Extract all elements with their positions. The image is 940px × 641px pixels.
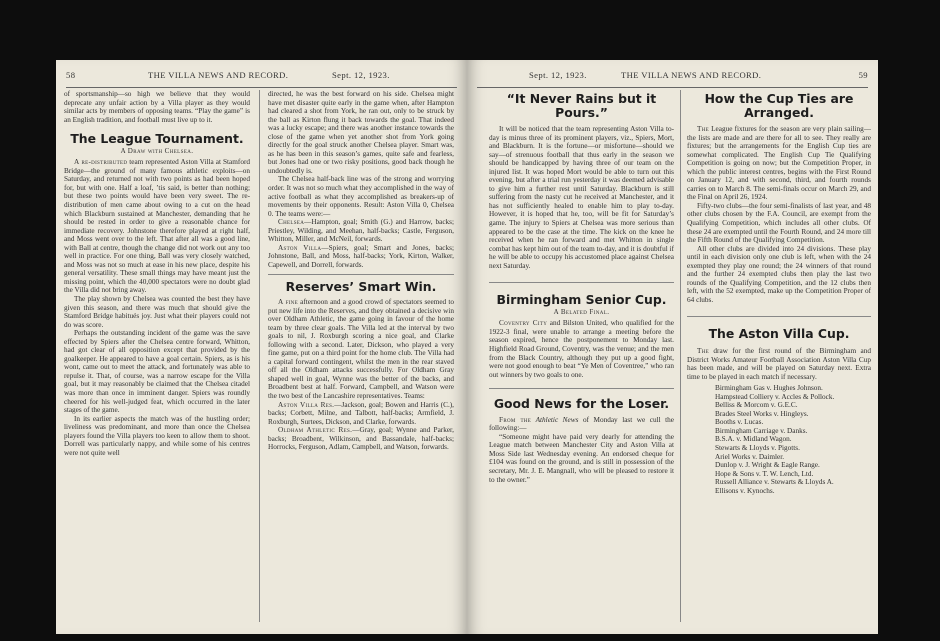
section-rule [489,388,674,389]
issue-date: Sept. 12, 1923. [529,70,587,80]
fixture-item: Russell Alliance v. Stewarts & Lloyds A. [715,478,834,487]
lead-in: The [697,346,709,355]
team-lineup: —Spiers, goal; Smart and Jones, backs; Johnstone, Ball, and Moss, half-backs; York, Kirton, Walker, Capewell, and Dorrell, forwards. [268,243,454,269]
paragraph: team represented Aston Villa at Stamford Bridge—the ground of many famous athletic exploits—on Saturday, and returned not with two points as had been hoped for, but with one. Half a loaf, ’tis said, is better than nothing; but these two points would have been very sweet. The re-distribution of men came about owing to a cut on the head which Blackburn sustained at Manchester, demanding that he should be rested in order to give a reasonable chance for immediate recovery. Johnstone therefore played at right half, and Moss went over to the left. That after all was a good line, with Ball at centre, though the change did not work out any too well in practice. For one thing, Ball was very closely watched, and Moss was not so much at ease in his new place, despite his general versatility. These small things may have meant just the missing point, which the 40,000 spectators were no doubt glad the Villa did not bring away. [64,158,250,295]
paragraph: directed, he was the best forward on his side. Chelsea might have met disaster quite early in the game when, after Hampton had cleared a shot from York, he ran out, only to be struck by the ball as Kirton flung it back towards the goal. That indeed was a lucky escape; and there was another instance towards the close of the game when yet another shot from York going directly for the goal struck another Chelsea player. Smart was, as he has been in this season’s games, quite safe and fearless, but Jones had one or two risky positions, good back though he undoubtedly is. [268,90,454,175]
article-title: The Aston Villa Cup. [708,326,850,342]
article-title: The League Tournament. [70,131,244,147]
lead-in: A fine [278,297,298,306]
column-divider [680,90,681,622]
article-title: “It Never Rains but it Pours.” [506,91,657,120]
running-header [477,70,868,84]
paragraph: of sportsmanship—so high we believe that they would deprecate any unfair action by a Villa player as they would similar acts by members of opposing teams. “Play the game” is an English tradition, and football must live up to it. [64,90,250,124]
team-name: Chelsea [278,218,305,227]
lead-in: From the [499,415,532,424]
issue-date: Sept. 12, 1923. [332,70,390,80]
team-name: Aston Villa Res. [278,400,335,409]
fixture-item: Booths v. Lucas. [715,418,764,427]
paragraph: In its earlier aspects the match was of the hustling order; liveliness was predominant, and more than once the Chelsea players found the Villa players too keen to allow them to shoot. Dorrell was particularly nappy, and while some of his centres were not quite well [64,414,250,457]
article-subtitle: A Belated Final. [553,307,610,316]
section-rule [687,316,871,317]
fixture-item: Belliss & Morcom v. G.E.C. [715,401,798,410]
running-title: THE VILLA NEWS AND RECORD. [148,70,289,80]
fixture-item: Birmingham Gas v. Hughes Johnson. [715,384,823,393]
quoted-paragraph: “Someone might have paid very dearly for attending the League match between Manchester City and Aston Villa at Moss Side last Wednesday evening. An endorsed cheque for £104 was found on the ground, and is still in possession of the secretary, Mr. J. E. Mangnall, who will be pleased to restore it to the owner.” [489,432,674,484]
fixture-item: Dunlop v. J. Wright & Eagle Range. [715,461,820,470]
right-column-2 [687,90,871,624]
paragraph: afternoon and a good crowd of spectators seemed to put new life into the Reserves, and they obtained a decisive win over Oldham Athletic, the game going in favour of the home team by three clear goals. The Villa led at the interval by two goals to nil, J. Roxburgh scoring a nice goal, and Clarke following with a second. Later, Dickson, who played a very fine game, put on a third point for the home club. The Villa had a capital forward contingent, whilst the men in the rear staved off all the Oldham attacks successfully. For Oldham Gray shaped well in goal, Wynne was the better of the backs, and Broadbent best at half. Forward, Campbell, and Watson were the two best of the Lancashire representatives. Teams: [268,297,454,400]
fixture-item: Brades Steel Works v. Hingleys. [715,409,809,418]
left-page [56,60,467,634]
right-page [467,60,878,634]
paragraph: Perhaps the outstanding incident of the game was the save effected by Spiers after the Chelsea centre forward, Whitton, had got clear of all opposition except that provided by the goalkeeper. He appeared to have a goal certain. Spiers, as is his wont, came out to meet the attack, and fortunately was able to repulse it. That, of course, was a narrow escape for the Villa goal, but it may reasonably be claimed that the Chelsea citadel was more than once in imminent danger. Spiers was roundly cheered for his well-judged feat, which occurred in the later stages of the game. [64,329,250,415]
running-title: THE VILLA NEWS AND RECORD. [621,70,762,80]
section-rule [489,282,674,283]
fixture-item: Hampstead Colliery v. Accles & Pollock. [715,392,835,401]
fixture-list [715,384,871,495]
fixture-item: Hope & Sons v. T. W. Lench, Ltd. [715,469,814,478]
fixture-item: B.S.A. v. Midland Wagon. [715,435,792,444]
paragraph: It will be noticed that the team representing Aston Villa to-day is minus three of its prominent players, viz., Spiers, Mort, and Blackburn. It is the fortune—or misfortune—should we say—of strenuous football that thus early in the season we should be handicapped by having three of our team on the injured list. It was hoped Mort would be able to turn out this evening, but after a trial run yesterday it was deemed advisable to give him a further rest until Saturday. Blackburn is still suffering from the nasty cut he received at Manchester, and it has not sufficiently healed to enable him to play to-day. However, it is hoped that he, too, will be fit for Saturday’s game. The injury to Spiers at Chelsea was more serious than appeared to be the case at the time. The kick on the knee he received when he ran forward and met Whitton in single combat has kept him out of the team to-day, and it is doubtful if he will be able to occupy his accustomed place against Chelsea next Saturday. [489,125,674,270]
lead-in: A re-distributed [74,158,128,167]
right-column-1 [489,90,674,624]
fixture-item: Birmingham Carriage v. Danks. [715,426,808,435]
article-title: Good News for the Loser. [493,396,670,412]
team-name: Aston Villa [278,243,322,252]
article-title: How the Cup Ties are Arranged. [704,91,854,120]
lead-in: The [697,125,709,133]
article-title: Reserves’ Smart Win. [285,279,437,295]
paragraph: and Bilston United, who qualified for the 1922-3 final, were unable to arrange a meeting before the season expired, hence the postponement to Monday last. Highfield Road Ground, Coventry, was the venue; and the men from the Black Country, although they put up a good fight, were not good enough to beat “Ye Men of Coventree,” who ran out winners by two goals to one. [489,319,674,379]
team-lineup: —Jackson, goal; Bowen and Harris (C.), backs; Corbett, Milne, and Talbott, half-backs; Armfield, J. Roxburgh, Surtees, Dickson, and Clarke, forwards. [268,400,454,426]
left-column-1 [64,90,250,624]
team-name: Oldham Athletic Res. [278,426,353,435]
paragraph: All other clubs are divided into 24 divisions. These play until in each division only one club is left, when with the 24 exempted they play one round; the 24 winners of that round and the further 24 exempted clubs then play the last two rounds of the Qualifying Competition, and the 12 clubs then left, with the 52 exempted, make up the Competition Proper of 64 clubs. [687,244,871,304]
article-subtitle: A Draw with Chelsea. [120,146,194,155]
header-rule [477,87,868,88]
section-rule [268,274,454,275]
lead-in: Coventry City [499,319,548,328]
column-divider [259,90,260,622]
magazine-spread [56,60,878,634]
team-lineup: —Hampton, goal; Smith (G.) and Harrow, backs; Priestley, Wilding, and Meehan, half-backs; Castle, Ferguson, Whitton, Miller, and McNeil, forwards. [268,218,454,244]
header-rule [66,87,457,88]
paragraph: draw for the first round of the Birmingham and District Works Amateur Football Association Aston Villa Cup has been made, and will be played on Saturday next. Extra time to be played in each match if necessary. [687,346,871,381]
paragraph: of Monday last we cull the following:— [489,415,674,433]
fixture-item: Stewarts & Lloyds v. Pigotts. [715,444,800,452]
fixture-item: Ariel Works v. Daimler. [715,452,785,461]
paragraph: The play shown by Chelsea was counted the best they have given this season, and there was much that should give the Stamford Bridge habitués joy. Just what their players could not do was score. [64,294,250,329]
team-lineup: —Gray, goal; Wynne and Parker, backs; Broadbent, Wilkinson, and Bassandale, half-backs; Horrocks, Ferguson, Adlam, Campbell, and Watson, forwards. [268,426,454,452]
source-name: Athletic News [535,415,579,424]
running-header [66,70,457,84]
fixture-item: Ellisons v. Kynochs. [715,486,775,495]
page-number: 58 [66,70,76,80]
paragraph: Fifty-two clubs—the four semi-finalists of last year, and 48 other clubs chosen by the F.A. Council, are exempt from the Qualifying Competition, which includes all other clubs. Of these 24 are exempted until the Fourth Round, and 24 more till the Fifth Round of the Qualifying Competition. [687,201,871,245]
left-column-2 [268,90,454,624]
page-number: 59 [858,70,868,80]
article-title: Birmingham Senior Cup. [496,292,667,308]
paragraph: The Chelsea half-back line was of the strong and worrying order. It was not so much what they accomplished in the way of active football as what they accomplished as breakers-up of movements by their opponents. Result: Aston Villa 0, Chelsea 0. The teams were:— [268,175,454,218]
paragraph: League fixtures for the season are very plain sailing—the lists are made and are there for all to see. They really are fixtures; but the arrangements for the English Cup ties are somewhat complicated. The English Cup Tie Qualifying Competition is going on now; but the Competition Proper, in which the public interest centres, begins with the First Round on January 12, and with second, third, and fourth rounds carries on to March 8. The semi-finals occur on March 29, and the Final on April 26, 1924. [687,125,871,202]
